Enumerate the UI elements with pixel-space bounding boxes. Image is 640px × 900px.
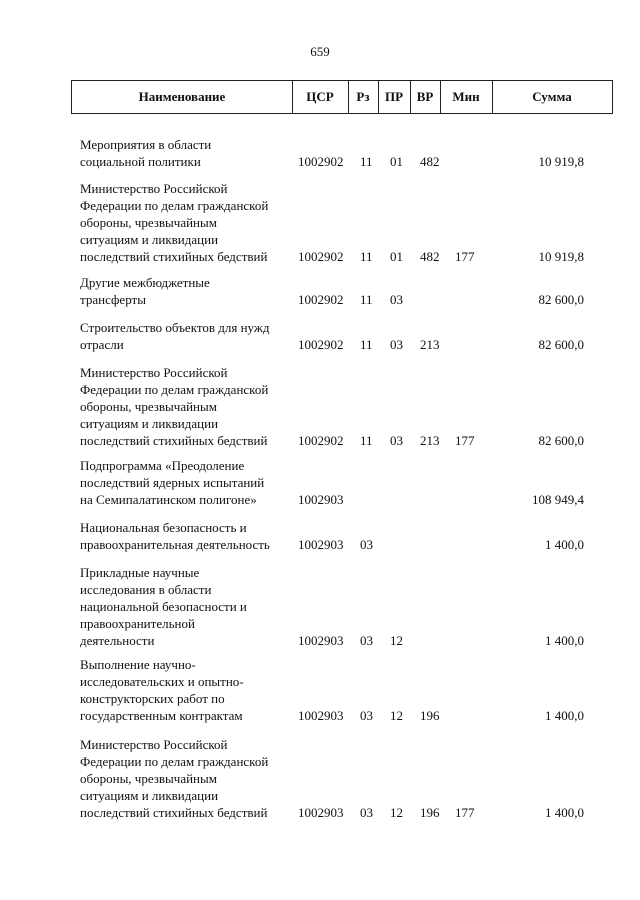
row-name: Министерство Российской Федерации по делам гражданской обороны, чрезвычайным ситуациям и ликвидации последствий стихийных бедствий bbox=[80, 181, 269, 264]
row-pr: 03 bbox=[390, 337, 403, 352]
row-sum: 82 600,0 bbox=[538, 433, 584, 448]
header-csr: ЦСР bbox=[306, 89, 334, 104]
row-pr: 03 bbox=[390, 433, 403, 448]
header-name: Наименование bbox=[138, 89, 226, 104]
row-rz: 03 bbox=[360, 633, 373, 648]
header-rz: Рз bbox=[356, 89, 370, 104]
row-rz: 11 bbox=[360, 433, 373, 448]
row-vr: 482 bbox=[420, 249, 440, 264]
row-sum: 1 400,0 bbox=[545, 708, 584, 723]
row-sum: 82 600,0 bbox=[538, 337, 584, 352]
row-min: 177 bbox=[455, 433, 475, 448]
row-sum: 1 400,0 bbox=[545, 805, 584, 820]
row-csr: 1002903 bbox=[298, 492, 344, 507]
row-name: Выполнение научно- исследовательских и опытно- конструкторских работ по государственным контрактам bbox=[80, 657, 244, 723]
row-vr: 196 bbox=[420, 805, 440, 820]
row-name: Прикладные научные исследования в области национальной безопасности и правоохранительной деятельности bbox=[80, 565, 247, 648]
row-csr: 1002902 bbox=[298, 433, 344, 448]
row-name: Другие межбюджетные трансферты bbox=[80, 275, 210, 307]
page-number: 659 bbox=[310, 44, 330, 59]
row-csr: 1002903 bbox=[298, 537, 344, 552]
row-sum: 1 400,0 bbox=[545, 537, 584, 552]
row-pr: 12 bbox=[390, 708, 403, 723]
row-csr: 1002903 bbox=[298, 633, 344, 648]
row-vr: 196 bbox=[420, 708, 440, 723]
row-csr: 1002902 bbox=[298, 249, 344, 264]
row-csr: 1002902 bbox=[298, 154, 344, 169]
row-csr: 1002902 bbox=[298, 337, 344, 352]
row-name: Министерство Российской Федерации по делам гражданской обороны, чрезвычайным ситуациям и ликвидации последствий стихийных бедствий bbox=[80, 737, 269, 820]
row-vr: 213 bbox=[420, 433, 440, 448]
row-rz: 11 bbox=[360, 154, 373, 169]
table-header bbox=[71, 80, 613, 114]
row-csr: 1002903 bbox=[298, 708, 344, 723]
row-rz: 11 bbox=[360, 292, 373, 307]
row-csr: 1002903 bbox=[298, 805, 344, 820]
row-pr: 03 bbox=[390, 292, 403, 307]
row-sum: 108 949,4 bbox=[532, 492, 584, 507]
row-min: 177 bbox=[455, 249, 475, 264]
row-rz: 03 bbox=[360, 537, 373, 552]
row-sum: 1 400,0 bbox=[545, 633, 584, 648]
header-min: Мин bbox=[452, 89, 480, 104]
row-csr: 1002902 bbox=[298, 292, 344, 307]
header-pr: ПР bbox=[384, 89, 404, 104]
header-sum: Сумма bbox=[532, 89, 572, 104]
row-rz: 03 bbox=[360, 708, 373, 723]
row-sum: 10 919,8 bbox=[538, 154, 584, 169]
row-pr: 12 bbox=[390, 805, 403, 820]
row-rz: 03 bbox=[360, 805, 373, 820]
row-sum: 10 919,8 bbox=[538, 249, 584, 264]
header-vr: ВР bbox=[416, 89, 434, 104]
row-sum: 82 600,0 bbox=[538, 292, 584, 307]
row-name: Подпрограмма «Преодоление последствий ядерных испытаний на Семипалатинском полигоне» bbox=[80, 458, 265, 507]
row-name: Министерство Российской Федерации по делам гражданской обороны, чрезвычайным ситуациям и ликвидации последствий стихийных бедствий bbox=[80, 365, 269, 448]
row-vr: 213 bbox=[420, 337, 440, 352]
row-name: Мероприятия в области социальной политики bbox=[80, 137, 212, 169]
row-name: Строительство объектов для нужд отрасли bbox=[80, 320, 270, 352]
row-name: Национальная безопасность и правоохранительная деятельность bbox=[80, 520, 270, 552]
row-pr: 01 bbox=[390, 154, 403, 169]
row-rz: 11 bbox=[360, 249, 373, 264]
row-pr: 01 bbox=[390, 249, 403, 264]
row-rz: 11 bbox=[360, 337, 373, 352]
row-pr: 12 bbox=[390, 633, 403, 648]
row-min: 177 bbox=[455, 805, 475, 820]
row-vr: 482 bbox=[420, 154, 440, 169]
